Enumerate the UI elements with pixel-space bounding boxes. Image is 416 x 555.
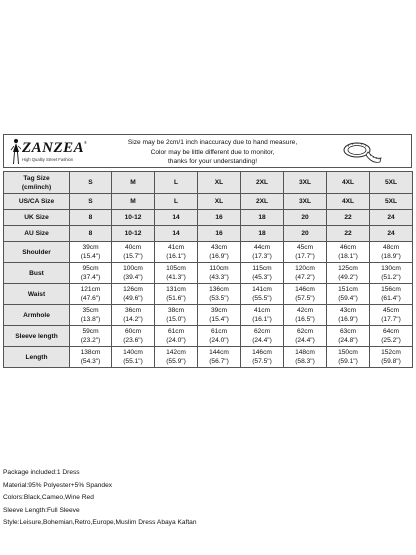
value-cm: 141cm — [252, 286, 272, 293]
brand-name: ZANZEA — [22, 140, 85, 156]
size-cell: 2XL — [241, 194, 284, 210]
measurement-cell — [155, 263, 198, 284]
value-cm: 38cm — [167, 307, 185, 314]
size-cell: 14 — [155, 210, 198, 226]
measurement-label: Length — [4, 347, 70, 368]
value-inch: (24.4") — [295, 337, 315, 344]
measurement-cell — [155, 284, 198, 305]
measurement-cell — [327, 263, 370, 284]
measurement-cell — [198, 326, 241, 347]
value-cm: 61cm — [167, 328, 185, 335]
measurement-cell — [112, 263, 155, 284]
brand-logo — [10, 138, 90, 166]
measurement-label: Sleeve length — [4, 326, 70, 347]
value-cm: 130cm — [381, 265, 401, 272]
size-cell: 14 — [155, 226, 198, 242]
measurement-row — [4, 263, 413, 284]
value-cm: 152cm — [381, 349, 401, 356]
size-cell: L — [155, 172, 198, 194]
size-cell: 18 — [241, 210, 284, 226]
size-cell: 10-12 — [112, 226, 155, 242]
size-cell: 3XL — [284, 172, 327, 194]
value-cm: 144cm — [209, 349, 229, 356]
measurement-cell — [198, 242, 241, 263]
measurement-cell — [70, 305, 112, 326]
value-cm: 105cm — [166, 265, 186, 272]
value-inch: (16.5") — [295, 316, 315, 323]
brand-tagline: High Quality Street Fashion — [22, 157, 74, 162]
measurement-cell — [284, 263, 327, 284]
value-inch: (16.9") — [338, 316, 358, 323]
measurement-label: Shoulder — [4, 242, 70, 263]
measurement-cell — [370, 263, 413, 284]
value-inch: (55.9") — [166, 358, 186, 365]
measurement-cell — [112, 347, 155, 368]
measurement-row — [4, 326, 413, 347]
value-cm: 120cm — [295, 265, 315, 272]
row-label-line: UK Size — [24, 214, 49, 221]
measurement-cell — [370, 284, 413, 305]
value-inch: (59.8") — [381, 358, 401, 365]
value-cm: 95cm — [82, 265, 99, 272]
measurement-cell — [241, 284, 284, 305]
measurement-cell — [327, 347, 370, 368]
size-cell: 4XL — [327, 172, 370, 194]
size-cell: 16 — [198, 210, 241, 226]
value-inch: (25.2") — [381, 337, 401, 344]
row-label-line: Tag Size — [23, 174, 50, 182]
notice-line: Size may be 2cm/1 inch inaccuracy due to hand measure, — [127, 139, 298, 146]
value-inch: (18.9") — [381, 253, 401, 260]
value-cm: 126cm — [123, 286, 143, 293]
measurement-notice — [100, 138, 325, 167]
measurement-cell — [284, 305, 327, 326]
value-cm: 62cm — [296, 328, 314, 335]
measurement-cell — [155, 326, 198, 347]
value-cm: 41cm — [253, 307, 271, 314]
measurement-cell — [70, 242, 112, 263]
size-cell: 24 — [370, 210, 413, 226]
value-inch: (17.7") — [381, 316, 401, 323]
size-cell: XL — [198, 172, 241, 194]
row-label — [4, 194, 70, 210]
measuring-tape-icon — [339, 138, 383, 166]
package-material: Material:95% Polyester+5% Spandex — [3, 481, 113, 489]
value-cm: 131cm — [166, 286, 186, 293]
value-cm: 45cm — [382, 307, 400, 314]
measurement-cell — [370, 347, 413, 368]
package-style: Style:Leisure,Bohemian,Retro,Europe,Muslim Dress Abaya Kaftan — [3, 519, 197, 526]
value-inch: (15.7") — [123, 253, 143, 260]
value-cm: 35cm — [82, 307, 99, 314]
measurement-cell — [284, 347, 327, 368]
row-label — [4, 172, 70, 194]
value-inch: (45.3") — [252, 274, 272, 281]
measurement-cell — [112, 305, 155, 326]
measurement-cell — [70, 347, 112, 368]
package-colors: Colors:Black,Cameo,Wine Red — [3, 494, 94, 501]
measurement-cell — [241, 305, 284, 326]
value-cm: 64cm — [382, 328, 400, 335]
value-cm: 142cm — [166, 349, 186, 356]
measurement-cell — [112, 284, 155, 305]
size-cell: 16 — [198, 226, 241, 242]
size-cell: 20 — [284, 210, 327, 226]
size-cell: S — [70, 194, 112, 210]
value-inch: (51.2") — [381, 274, 401, 281]
measurement-cell — [198, 263, 241, 284]
value-inch: (23.6") — [123, 337, 143, 344]
row-label — [4, 226, 70, 242]
measurement-cell — [370, 242, 413, 263]
size-header-row — [4, 210, 413, 226]
measurement-cell — [198, 347, 241, 368]
value-cm: 48cm — [382, 244, 400, 251]
notice-line: thanks for your understanding! — [167, 158, 258, 166]
size-cell: 8 — [70, 226, 112, 242]
value-inch: (16.9") — [209, 253, 229, 260]
value-inch: (39.4") — [123, 274, 143, 281]
value-inch: (37.4") — [80, 274, 101, 281]
size-table — [3, 171, 413, 368]
size-cell: 8 — [70, 210, 112, 226]
value-cm: 36cm — [124, 307, 142, 314]
value-cm: 59cm — [82, 328, 99, 335]
value-inch: (17.3") — [252, 253, 272, 260]
value-cm: 39cm — [210, 307, 228, 314]
size-cell: M — [112, 172, 155, 194]
value-cm: 115cm — [252, 265, 272, 272]
size-cell: 24 — [370, 226, 413, 242]
size-cell: 22 — [327, 210, 370, 226]
measurement-cell — [155, 347, 198, 368]
value-inch: (61.4") — [381, 295, 401, 302]
value-inch: (47.6") — [80, 295, 101, 302]
value-inch: (41.3") — [166, 274, 186, 281]
value-inch: (58.3") — [295, 358, 315, 365]
measurement-label: Waist — [4, 284, 70, 305]
size-header-row — [4, 194, 413, 210]
value-inch: (55.1") — [123, 358, 143, 365]
value-inch: (24.0") — [166, 337, 186, 344]
measurement-cell — [284, 326, 327, 347]
measurement-cell — [112, 242, 155, 263]
measurement-cell — [155, 305, 198, 326]
value-inch: (49.2") — [338, 274, 358, 281]
size-cell: S — [70, 172, 112, 194]
value-inch: (59.4") — [338, 295, 358, 302]
measurement-cell — [198, 305, 241, 326]
fashion-figure-icon — [10, 138, 22, 166]
measurement-cell — [70, 284, 112, 305]
value-inch: (43.3") — [209, 274, 229, 281]
measurement-label: Bust — [4, 263, 70, 284]
value-cm: 46cm — [339, 244, 357, 251]
package-sleeve-length: Sleeve Length:Full Sleeve — [3, 506, 80, 514]
measurement-cell — [155, 242, 198, 263]
size-cell: 18 — [241, 226, 284, 242]
value-inch: (24.4") — [252, 337, 272, 344]
size-cell: XL — [198, 194, 241, 210]
measurement-row — [4, 347, 413, 368]
size-cell: 5XL — [370, 172, 413, 194]
value-inch: (16.1") — [166, 253, 186, 260]
value-cm: 140cm — [123, 349, 143, 356]
measurement-cell — [241, 326, 284, 347]
notice-line: Color may be little different due to monitor, — [150, 148, 275, 156]
value-cm: 44cm — [253, 244, 271, 251]
measurement-row — [4, 284, 413, 305]
value-inch: (16.1") — [252, 316, 272, 323]
size-cell: L — [155, 194, 198, 210]
value-inch: (56.7") — [209, 358, 229, 365]
value-inch: (17.7") — [295, 253, 315, 260]
measurement-cell — [284, 242, 327, 263]
size-cell: 2XL — [241, 172, 284, 194]
size-header-row — [4, 226, 413, 242]
value-cm: 110cm — [209, 265, 229, 272]
value-cm: 146cm — [252, 349, 272, 356]
value-inch: (51.6") — [166, 295, 186, 302]
value-inch: (57.5") — [295, 295, 315, 302]
value-cm: 43cm — [210, 244, 228, 251]
value-cm: 63cm — [339, 328, 357, 335]
value-cm: 100cm — [123, 265, 143, 272]
measurement-cell — [241, 242, 284, 263]
measurement-cell — [327, 305, 370, 326]
measurement-cell — [284, 284, 327, 305]
measurement-cell — [370, 305, 413, 326]
value-cm: 62cm — [253, 328, 271, 335]
value-cm: 156cm — [381, 286, 401, 293]
size-cell: 5XL — [370, 194, 413, 210]
package-info — [3, 467, 412, 530]
measurement-cell — [241, 347, 284, 368]
value-inch: (15.4") — [209, 316, 229, 323]
measurement-row — [4, 305, 413, 326]
value-inch: (14.2") — [123, 316, 143, 323]
size-cell: M — [112, 194, 155, 210]
package-included: Package included:1 Dress — [3, 469, 80, 476]
value-cm: 138cm — [80, 349, 101, 356]
value-inch: (53.5") — [209, 295, 229, 302]
value-cm: 125cm — [338, 265, 358, 272]
value-cm: 40cm — [124, 244, 142, 251]
value-cm: 43cm — [339, 307, 357, 314]
value-cm: 42cm — [296, 307, 314, 314]
chart-header — [3, 134, 412, 168]
value-inch: (15.4") — [80, 253, 101, 260]
value-inch: (57.5") — [252, 358, 272, 365]
measurement-label: Armhole — [4, 305, 70, 326]
value-cm: 146cm — [295, 286, 315, 293]
value-cm: 148cm — [295, 349, 315, 356]
value-cm: 121cm — [80, 286, 101, 293]
measurement-cell — [70, 263, 112, 284]
size-cell: 22 — [327, 226, 370, 242]
value-cm: 61cm — [210, 328, 228, 335]
value-inch: (13.8") — [80, 316, 101, 323]
value-inch: (24.8") — [338, 337, 358, 344]
registered-mark: ® — [84, 140, 87, 145]
value-cm: 39cm — [82, 244, 99, 251]
row-label-line: AU Size — [24, 230, 49, 237]
measurement-row — [4, 242, 413, 263]
value-inch: (47.2") — [295, 274, 315, 281]
measurement-cell — [327, 326, 370, 347]
row-label — [4, 210, 70, 226]
measurement-cell — [198, 284, 241, 305]
size-cell: 20 — [284, 226, 327, 242]
size-cell: 4XL — [327, 194, 370, 210]
value-inch: (15.0") — [166, 316, 186, 323]
size-cell: 3XL — [284, 194, 327, 210]
value-cm: 60cm — [124, 328, 142, 335]
value-inch: (59.1") — [338, 358, 358, 365]
value-inch: (24.0") — [209, 337, 229, 344]
value-inch: (55.5") — [252, 295, 272, 302]
measurement-cell — [327, 242, 370, 263]
row-label-line: (cm/inch) — [21, 183, 52, 191]
value-cm: 136cm — [209, 286, 229, 293]
measurement-cell — [70, 326, 112, 347]
value-cm: 150cm — [338, 349, 358, 356]
size-cell: 10-12 — [112, 210, 155, 226]
value-inch: (54.3") — [80, 358, 101, 365]
value-cm: 45cm — [296, 244, 314, 251]
measurement-cell — [112, 326, 155, 347]
value-inch: (49.6") — [123, 295, 143, 302]
value-cm: 151cm — [338, 286, 358, 293]
size-header-row — [4, 172, 413, 194]
value-inch: (23.2") — [80, 337, 101, 344]
measurement-cell — [370, 326, 413, 347]
value-cm: 41cm — [167, 244, 185, 251]
measurement-cell — [327, 284, 370, 305]
measurement-cell — [241, 263, 284, 284]
row-label-line: US/CA Size — [18, 198, 55, 205]
value-inch: (18.1") — [338, 253, 358, 260]
